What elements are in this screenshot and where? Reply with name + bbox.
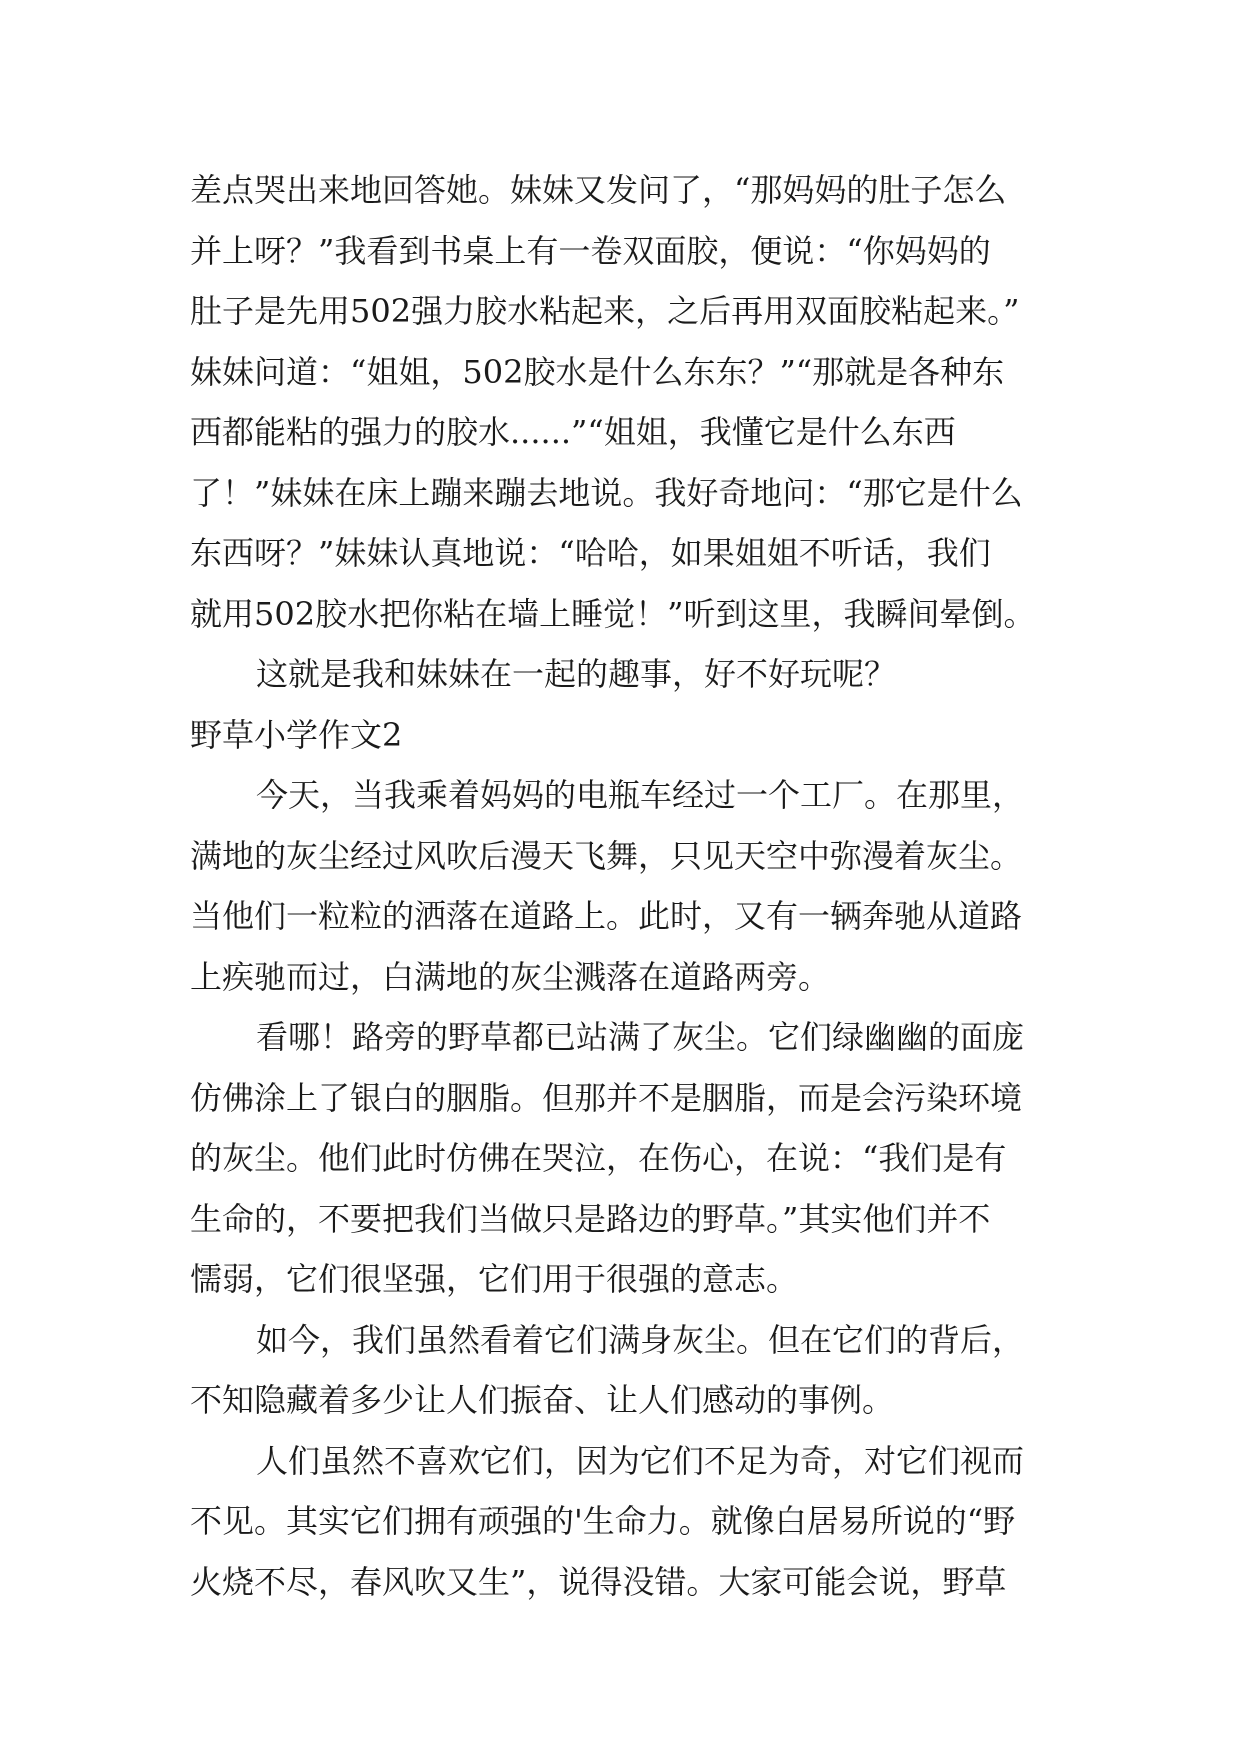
text-line: 懦弱，它们很坚强，它们用于很强的意志。: [190, 1260, 799, 1298]
text-line: 火烧不尽，春风吹又生”，说得没错。大家可能会说，野草: [190, 1562, 1007, 1601]
text-line: 了！”妹妹在床上蹦来蹦去地说。我好奇地问：“那它是什么: [190, 473, 1023, 512]
text-line: 当他们一粒粒的洒落在道路上。此时，又有一辆奔驰从道路: [190, 897, 1023, 935]
text-line: 满地的灰尘经过风吹后漫天飞舞，只见天空中弥漫着灰尘。: [190, 836, 1023, 875]
essay-heading: 野草小学作文2: [190, 715, 403, 754]
paragraph-start-line: 人们虽然不喜欢它们，因为它们不足为奇，对它们视而: [256, 1441, 1025, 1480]
text-line: 妹妹问道：“姐姐，502胶水是什么东东？”“那就是各种东: [190, 352, 1005, 391]
essay-body: [190, 160, 1080, 1612]
text-line: 不知隐藏着多少让人们振奋、让人们感动的事例。: [190, 1381, 895, 1419]
paragraph-start-line: 看哪！路旁的野草都已站满了灰尘。它们绿幽幽的面庞: [256, 1018, 1025, 1056]
text-line: 就用502胶水把你粘在墙上睡觉！”听到这里，我瞬间晕倒。: [190, 594, 1036, 633]
text-line: 差点哭出来地回答她。妹妹又发问了，“那妈妈的肚子怎么: [190, 171, 1007, 209]
text-line: 东西呀？”妹妹认真地说：“哈哈，如果姐姐不听话，我们: [190, 534, 991, 572]
text-line: 的灰尘。他们此时仿佛在哭泣，在伤心，在说：“我们是有: [190, 1139, 1007, 1177]
text-line: 生命的，不要把我们当做只是路边的野草。”其实他们并不: [190, 1199, 991, 1238]
text-line: 并上呀？”我看到书桌上有一卷双面胶，便说：“你妈妈的: [190, 231, 991, 270]
paragraph-start-line: 这就是我和妹妹在一起的趣事，好不好玩呢？: [256, 655, 897, 693]
text-line: 不见。其实它们拥有顽强的'生命力。就像白居易所说的“野: [190, 1502, 1016, 1540]
text-line: 西都能粘的强力的胶水......”“姐姐，我懂它是什么东西: [190, 413, 956, 451]
paragraph-start-line: 今天，当我乘着妈妈的电瓶车经过一个工厂。在那里，: [256, 776, 1025, 814]
text-line: 仿佛涂上了银白的胭脂。但那并不是胭脂，而是会污染环境: [190, 1078, 1023, 1117]
paragraph-start-line: 如今，我们虽然看着它们满身灰尘。但在它们的背后，: [256, 1320, 1025, 1359]
text-line: 上疾驰而过，白满地的灰尘溅落在道路两旁。: [190, 957, 831, 996]
text-line: 肚子是先用502强力胶水粘起来，之后再用双面胶粘起来。”: [190, 292, 1020, 330]
